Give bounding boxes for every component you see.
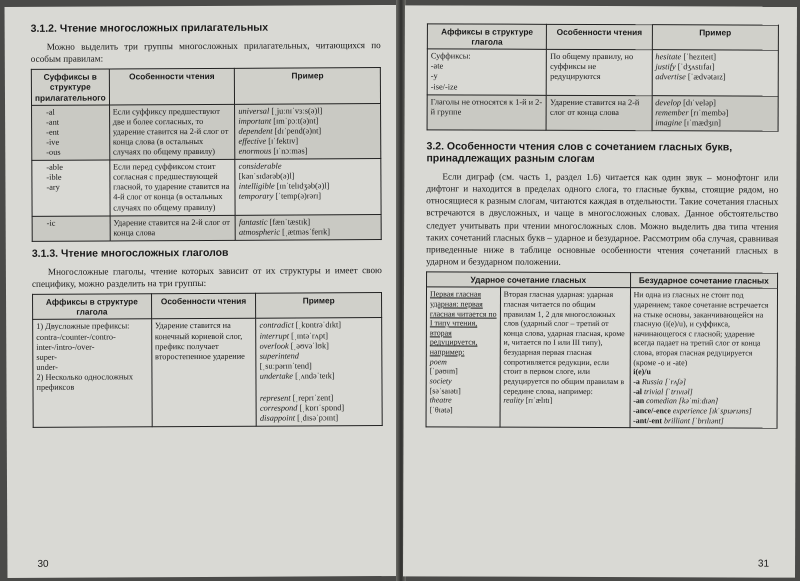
example-cell: universal [ˌjuːnɪˈvɜːs(ə)l] important [ɪmˈpɔːt(ə)nt] dependent [dɪˈpend(ə)nt] effective [ɪˈfektɪv] enormous [ɪˈnɔːməs] [235, 103, 381, 159]
table-header: Особенности чтения [151, 293, 256, 319]
page-number: 31 [757, 558, 770, 570]
example-cell: considerable [kənˈsɪdərəb(ə)l] intelligible [ɪnˈtelɪdʒəb(ə)l] temporary [ˈtemp(ə)rərɪ] [235, 159, 381, 215]
table-row [426, 287, 777, 428]
rule-cell: Ударение ставится на 2-й слог от конца слова [546, 95, 651, 131]
rule-cell: Если суффиксу предшествуют две и более согласных, то ударение ставится на 2-й слог от конца слова (в остальных случаях по общему правилу) [109, 104, 235, 160]
vowel-combinations-table [426, 272, 779, 429]
paragraph: Если диграф (см. часть 1, раздел 1.6) читается как один звук – монофтонг или дифтонг и находится в пределах одного слога, то гласные буквы, стоящие рядом, но относящиеся к разным слогам, читаются каждая в отдельности. Такие сочетания гласных встречаются в двусложных, и чаще в многосложных словах. Данное обстоятельство следует учитывать при чтении многосложных слов. Можно выделить два типа чтения таких сочетаний гласных букв – ударное и безударное. Рассмотрим оба случая, сравнивая приведенные ниже в таблице основные особенности чтения сочетаний гласных в ударном и безударном положении. [426, 171, 779, 267]
example-cell: hesitate [ˈhezɪteɪt] justify [ˈdʒʌstɪfaɪ] advertise [ˈædvətaɪz] [652, 50, 779, 96]
verbs-table [32, 292, 383, 428]
left-page [5, 5, 400, 578]
table-row [427, 49, 778, 96]
affix-cell: Глаголы не относятся к 1-й и 2-й группе [427, 95, 546, 131]
example-cell: contradict [ˌkɒntrəˈdɪkt] interrupt [ˌɪntəˈrʌpt] overlook [ˌəʊvəˈlʊk] superintend [ˌsuːpərɪnˈtend] undertake [ˌʌndəˈteɪk] represent [ˌreprɪˈzent] correspond [ˌkɒrɪˈspɒnd] disappoint [ˌdɪsəˈpɔɪnt] [256, 318, 382, 427]
verbs-table-continued [427, 23, 779, 131]
table-row [32, 214, 381, 241]
rule-cell: Ударение ставится на 2-й слог от конца слова [110, 215, 236, 241]
section-heading: 3.1.2. Чтение многосложных прилагательных [30, 21, 269, 35]
table-header: Безударное сочетание гласных [630, 273, 777, 289]
table-header: Пример [256, 293, 382, 319]
section-heading: 3.1.3. Чтение многосложных глаголов [31, 246, 229, 260]
right-page [403, 5, 797, 577]
stressed-second-cell: Вторая гласная ударная: ударная гласная читается по общим правилам 1, 2 для многосложных слов (ударный слог – третий от конца слова, ударная гласная, кроме и, читается по I или III типу), безударная первая гласная сопротивляется редукции, если стоит в первом слоге, или редуцируется по общим правилам в середине слова, например: reality [rɪˈælɪtɪ] [500, 287, 630, 427]
paragraph: Можно выделить три группы многосложных прилагательных, читающихся по особым правилам: [30, 40, 381, 65]
example-cell: fantastic [fænˈtæstɪk] atmospheric [ˌætməsˈferɪk] [235, 214, 381, 240]
section-heading: 3.2. Особенности чтения слов с сочетанием гласных букв, принадлежащих разным слогам [426, 140, 733, 165]
suffix-cell: -ic [32, 216, 110, 242]
table-row [32, 159, 381, 216]
suffix-cell: -able -ible -ary [32, 160, 110, 216]
table-header: Аффиксы в структуре глагола [427, 24, 546, 50]
rule-cell: По общему правилу, но суффиксы не редуцируются [547, 50, 652, 96]
adjectives-table [31, 67, 382, 241]
unstressed-cell: Ни одна из гласных не стоит под ударением; такое сочетание встречается на стыке основы, заканчивающейся на гласную (i(e)/u), и суффикса, начинающегося с гласной; ударение всегда падает на третий слог от конца слова, вторая гласная редуцируется (кроме -o и -ate) i(e)/u -a Russia [ˈrʌʃə] -al trivial [ˈtrɪvɪəl] -an comedian [kəˈmiːdɪən] -ance/-ence experience [ɪkˈspɪərɪəns] -ant/-ent brilliant [ˈbrɪlɪənt] [630, 288, 778, 428]
table-header: Особенности чтения [109, 69, 235, 105]
table-header: Пример [235, 68, 381, 104]
table-row [32, 103, 381, 160]
paragraph: Многосложные глаголы, чтение которых зависит от их структуры и имеет свою специфику, можно разделить на три группы: [31, 264, 382, 289]
rule-cell: Ударение ставится на конечный корневой слог, префикс получает второстепенное ударение [151, 319, 256, 428]
table-header: Аффиксы в структуре глагола [33, 294, 152, 320]
page-number: 30 [37, 558, 49, 570]
stressed-first-cell: Первая гласная ударная: первая гласная читается по I типу чтения, вторая редуцируется, например: poem [ˈpəʊɪm] society [səˈsaɪətɪ] theatre [ˈθɪətə] [426, 287, 500, 427]
suffix-cell: -al -ant -ent -ive -ous [32, 105, 110, 161]
affix-cell: Суффиксы: -ate -y -ise/-ize [427, 49, 546, 95]
table-header: Суффиксы в структуре прилагательного [31, 69, 109, 105]
rule-cell: Если перед суффиксом стоит согласная с предшествующей гласной, то ударение ставится на 4-й слог от конца (в остальных случаях по общему правилу) [109, 159, 235, 215]
table-header: Пример [652, 25, 778, 51]
table-header: Ударное сочетание гласных [427, 272, 631, 288]
table-header: Особенности чтения [547, 24, 652, 50]
table-row [427, 95, 778, 132]
table-row [33, 318, 383, 428]
affix-cell: 1) Двусложные префиксы: contra-/counter-/contro- inter-/intro-/over- super- under- 2) Несколько односложных префиксов [33, 319, 152, 428]
example-cell: develop [dɪˈveləp] remember [rɪˈmembə] imagine [ɪˈmædʒɪn] [652, 95, 778, 131]
